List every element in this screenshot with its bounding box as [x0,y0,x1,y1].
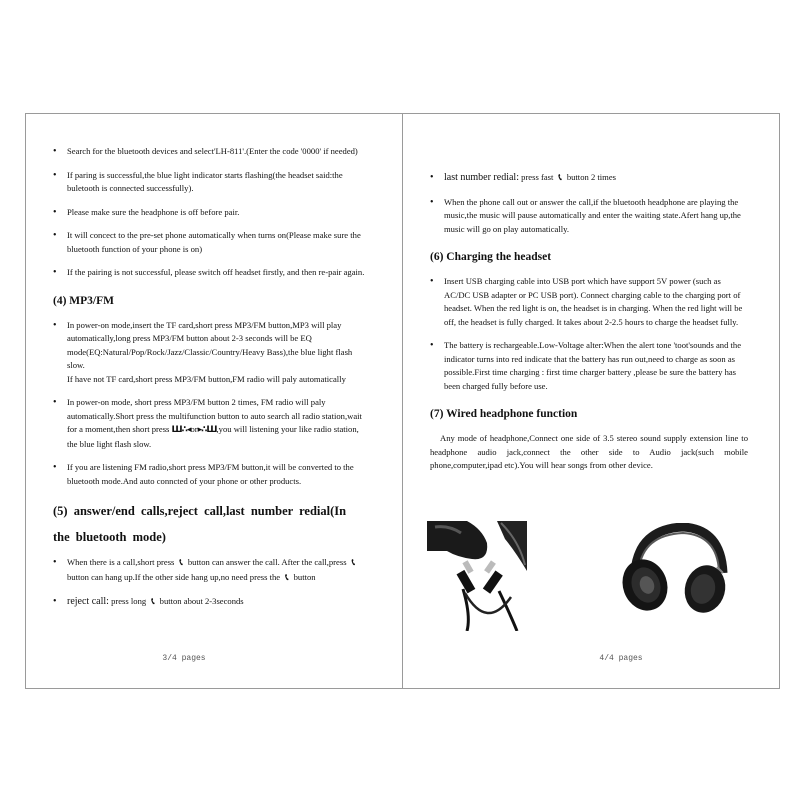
reject-text-a: press long [111,596,147,606]
list-item: • When the phone call out or answer the call,if the bluetooth headphone are playing the music,the music will pause automatically and enter the waiting state.Afert hang up,the music will go on play automatically. [430,196,748,237]
list-item [430,171,748,186]
calls-text-c: button can hang up.If the other side hang up,no need press the [67,571,281,582]
pairing-bullets [53,145,368,280]
mp3-bullets [53,319,368,489]
phone-icon: 📞︎ [351,558,355,568]
section-heading-wired: (7) Wired headphone function [430,408,578,420]
list-item: • Search for the bluetooth devices and select'LH-811'.(Enter the code '0000' if needed) [53,145,368,159]
headphones-photo [613,523,733,623]
list-item [53,396,368,451]
calls-text-a: When there is a call,short press [67,557,175,567]
phone-icon: 📞︎ [285,572,289,583]
list-item: • If paring is successful,the blue light indicator starts flashing(the headset said:the buletooth is connected successfully). [53,169,368,196]
calls-bullets [53,556,368,610]
wired-description: Any mode of headphone,Connect one side of 3.5 stereo sound supply extension line to headphone audio jack,connect the other side to Audio jack(such mobile phone,computer,ipad etc).You will hear songs from other device. [430,433,748,470]
calls-text-b: button can answer the call. After the call,press [187,557,347,567]
audio-cable-photo [427,521,527,631]
charging-bullets [430,275,748,393]
page-number: 3/4 pages [162,654,206,663]
section-heading-mp3-fm: (4) MP3/FM [53,294,114,307]
redial-label: last number redial: [444,172,519,183]
calls-text-d: button [293,571,316,582]
list-item: • If you are listening FM radio,short press MP3/FM button,it will be converted to the bluetooth mode.And auto conncted of your phone or other products. [53,461,368,488]
fm-or: or [190,424,198,434]
list-item [53,556,368,585]
list-item: • Insert USB charging cable into USB port which have support 5V power (such as AC/DC USB adapter or PC USB port). Connect charging cable to the charging port of headset. When the red light is on, the headset is in charging. When the red light will be off, the headset is fully charged. It takes about 2-2.5 hours to charge the headset fully. [430,275,748,329]
list-item: • Please make sure the headphone is off before pair. [53,206,368,220]
page-4-content [430,171,748,473]
phone-icon: 📞︎ [558,173,562,183]
page-number: 4/4 pages [599,654,643,663]
list-item: • It will concect to the pre-set phone automatically when turns on(Please make sure the bluetooth function of your phone is on) [53,229,368,256]
section-heading-charging: (6) Charging the headset [430,251,552,263]
mp3-note: If have not TF card,short press MP3/FM button,FM radio will paly automatically [67,373,346,384]
list-item: • The battery is rechargeable.Low-Voltage alter:When the alert tone 'toot'sounds and the indicator turns into red indicate that the battery has run out,need to charge as soon as possible.First time charging : first time charger battery ,please be sure the battery has been charged fully before use. [430,339,748,393]
fm-text-a: In power-on mode, short press MP3/FM button 2 times, FM radio will paly automatically.Short press the multifunction button to auto search all radio station,wait for a moment,then short press [67,397,362,434]
redial-bullets [430,171,748,236]
page-4 [403,113,779,689]
list-item [53,319,368,387]
mp3-text: In power-on mode,insert the TF card,short press MP3/FM button,MP3 will play automatically,long press MP3/FM button about 2-3 seconds will be EQ mode(EQ:Natural/Pop/Rock/Jazz/Classic/Country/Heavy Bass),the blue light flash slow. [67,319,353,370]
page-3-content [53,145,368,620]
next-icon: ▸∴Ш [197,425,217,435]
reject-call-label: reject call: [67,596,109,607]
list-item [53,595,368,610]
reject-text-b: button about 2-3seconds [159,596,244,606]
redial-text-a: press fast [521,172,554,182]
phone-icon: 📞︎ [151,597,155,607]
list-item: • If the pairing is not successful, please switch off headset firstly, and then re-pair again. [53,266,368,280]
previous-icon: Ш∴◂ [171,425,191,435]
fm-text-b: ,you will listening your like radio station, the blue light flash slow. [67,424,359,449]
redial-text-b: button 2 times [566,172,617,182]
page-3 [26,113,402,689]
phone-icon: 📞︎ [179,558,183,568]
section-heading-calls: (5) answer/end calls,reject call,last number redial(In the bluetooth mode) [53,504,347,544]
